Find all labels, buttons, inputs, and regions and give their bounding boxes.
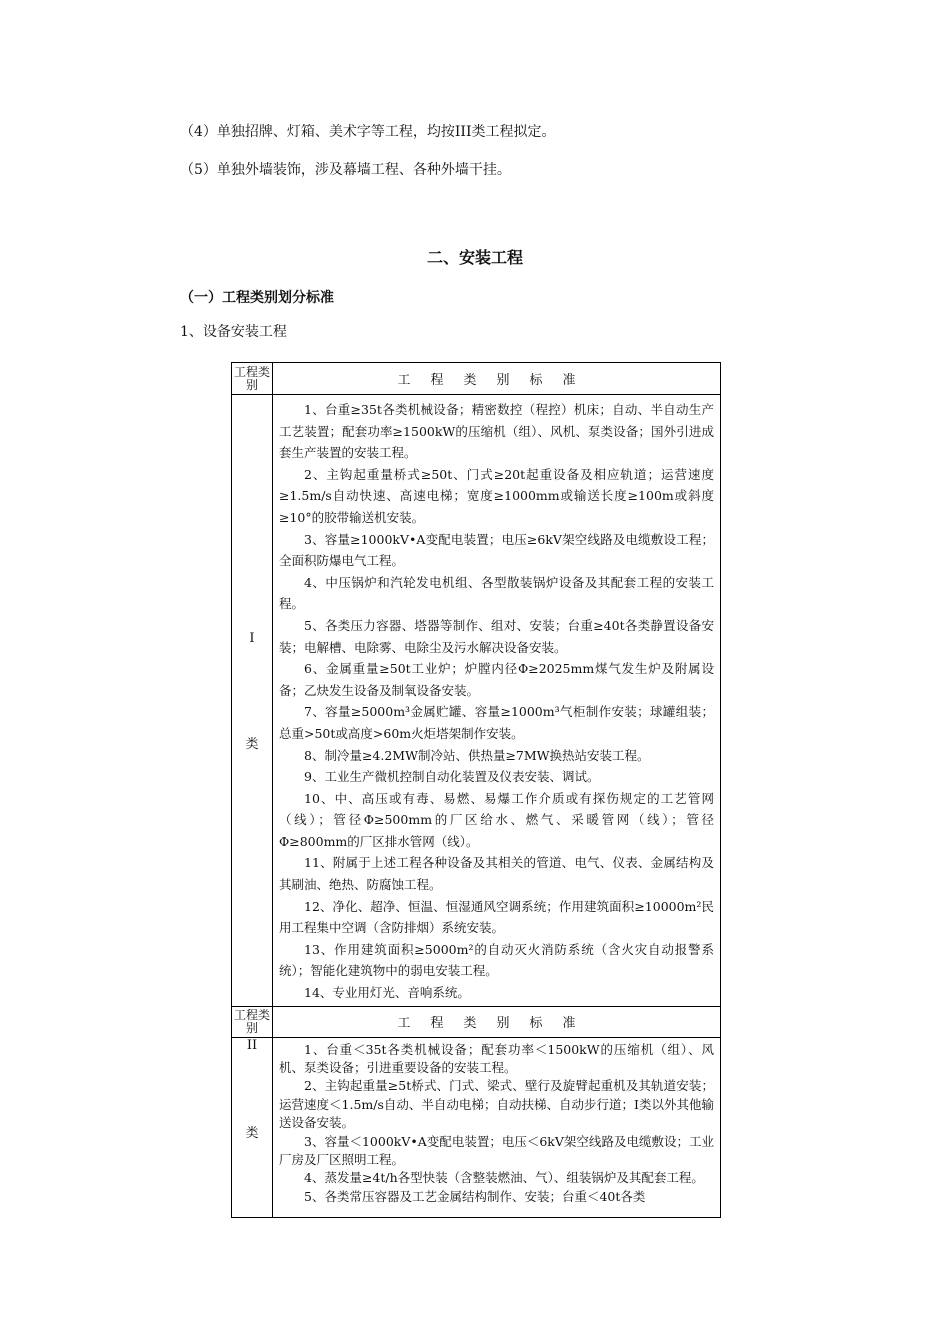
standard-item: 9、工业生产微机控制自动化装置及仪表安装、调试。 bbox=[304, 769, 600, 785]
classification-table bbox=[231, 362, 721, 1218]
standard-item: 7、容量≥5000m³金属贮罐、容量≥1000m³气柜制作安装；球罐组装；总重>50t或高度>60m火炬塔架制作安装。 bbox=[279, 704, 714, 741]
column-header-standard: 工程类别标准 bbox=[273, 1006, 721, 1037]
column-header-category: 工程类别 bbox=[232, 1006, 273, 1037]
standard-item: 4、中压锅炉和汽轮发电机组、各型散装锅炉设备及其配套工程的安装工程。 bbox=[279, 574, 714, 612]
standard-item: 3、容量＜1000kV•A变配电装置；电压＜6kV架空线路及电缆敷设；工业厂房及厂区照明工程。 bbox=[279, 1133, 714, 1168]
standard-item: 4、蒸发量≥4t/h各型快装（含整装燃油、气）、组装锅炉及其配套工程。 bbox=[304, 1170, 704, 1186]
class-2-numeral: II bbox=[246, 1037, 258, 1053]
standard-item: 11、附属于上述工程各种设备及其相关的管道、电气、仪表、金属结构及其刷油、绝热、防腐蚀工程。 bbox=[279, 855, 714, 893]
table-header-row bbox=[232, 363, 721, 395]
standard-item: 2、主钩起重量≥5t桥式、门式、梁式、壁行及旋臂起重机及其轨道安装；运营速度＜1.5m/s自动、半自动电梯；自动扶梯、自动步行道；I类以外其他输送设备安装。 bbox=[279, 1078, 714, 1131]
standard-item: 13、作用建筑面积≥5000m²的自动灭火消防系统（含火灾自动报警系统）；智能化建筑物中的弱电安装工程。 bbox=[279, 941, 714, 979]
standard-item: 1、台重≥35t各类机械设备；精密数控（程控）机床；自动、半自动生产工艺装置；配套功率≥1500kW的压缩机（组）、风机、泵类设备；国外引进成套生产装置的安装工程。 bbox=[279, 402, 714, 461]
class-1-label bbox=[232, 395, 273, 1007]
class-2-suffix: 类 bbox=[245, 1125, 259, 1141]
standard-item: 8、制冷量≥4.2MW制冷站、供热量≥7MW换热站安装工程。 bbox=[304, 747, 650, 763]
standard-item: 12、净化、超净、恒温、恒湿通风空调系统；作用建筑面积≥10000m²民用工程集中空调（含防排烟）系统安装。 bbox=[279, 898, 714, 936]
standard-item: 5、各类压力容器、塔器等制作、组对、安装；台重≥40t各类静置设备安装；电解槽、电除雾、电除尘及污水解决设备安装。 bbox=[279, 617, 714, 655]
standard-item: 6、金属重量≥50t工业炉；炉膛内径Φ≥2025mm煤气发生炉及附属设备；乙炔发生设备及制氧设备安装。 bbox=[279, 661, 714, 698]
standard-item: 10、中、高压或有毒、易燃、易爆工作介质或有探伤规定的工艺管网（线）；管径Φ≥500mm的厂区给水、燃气、采暖管网（线）；管径Φ≥800mm的厂区排水管网（线）。 bbox=[279, 790, 714, 849]
standard-item: 3、容量≥1000kV•A变配电装置；电压≥6kV架空线路及电缆敷设工程；全面积防爆电气工程。 bbox=[279, 531, 714, 569]
standard-item: 14、专业用灯光、音响系统。 bbox=[304, 985, 470, 1001]
class-1-standards bbox=[273, 395, 721, 1007]
standard-item: 1、台重＜35t各类机械设备；配套功率＜1500kW的压缩机（组）、风机、泵类设备；引进重要设备的安装工程。 bbox=[279, 1041, 714, 1076]
class-2-label bbox=[232, 1037, 273, 1217]
column-header-standard: 工程类别标准 bbox=[273, 363, 721, 395]
table-header-row-repeat bbox=[232, 1006, 721, 1037]
column-header-category: 工程类别 bbox=[232, 363, 273, 395]
subsubsection-heading: 1、设备安装工程 bbox=[180, 324, 287, 340]
paragraph-item-5: （5）单独外墙装饰，涉及幕墙工程、各种外墙干挂。 bbox=[180, 162, 511, 178]
subsection-heading: （一）工程类别划分标准 bbox=[180, 290, 334, 306]
paragraph-item-4: （4）单独招牌、灯箱、美术字等工程，均按III类工程拟定。 bbox=[180, 124, 556, 140]
class-1-numeral: I bbox=[249, 631, 255, 646]
standard-item: 5、各类常压容器及工艺金属结构制作、安装；台重＜40t各类 bbox=[304, 1188, 646, 1204]
class-1-row bbox=[232, 395, 721, 1007]
class-2-row bbox=[232, 1037, 721, 1217]
class-1-suffix: 类 bbox=[245, 737, 259, 752]
standard-item: 2、主钩起重量桥式≥50t、门式≥20t起重设备及相应轨道；运营速度≥1.5m/s自动快速、高速电梯；宽度≥1000mm或输送长度≥100m或斜度≥10°的胶带输送机安装。 bbox=[279, 466, 714, 525]
section-title: 二、安装工程 bbox=[426, 248, 523, 267]
class-2-standards bbox=[273, 1037, 721, 1217]
